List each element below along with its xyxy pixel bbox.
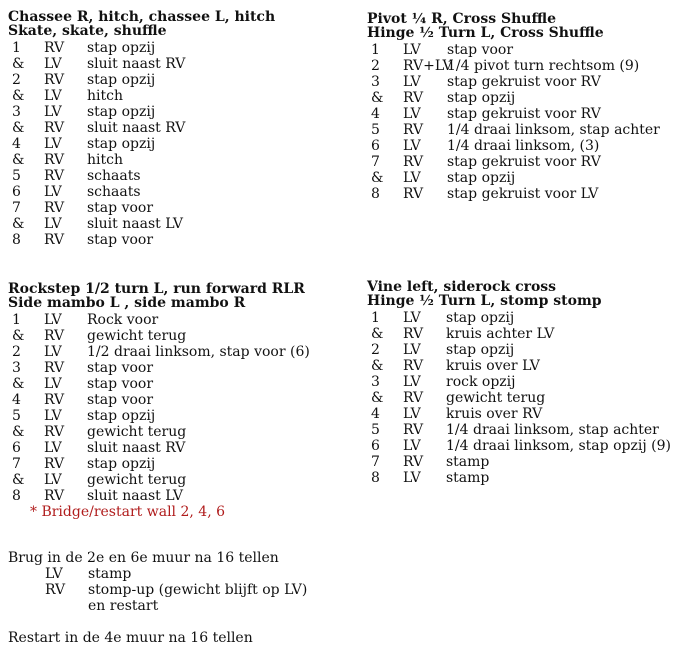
bridge-section [8,550,308,614]
step-count: 1 [12,312,21,328]
step-foot: RV [44,72,65,88]
step-foot: RV [44,392,65,408]
step-action: stamp [446,470,490,486]
step-action: schaats [87,184,141,200]
step-row [8,152,275,168]
step-action: stap opzij [87,456,156,472]
step-action: sluit naast RV [87,440,186,456]
step-row [367,454,602,470]
step-foot: LV [403,74,421,90]
step-row [367,438,671,454]
step-action: stap opzij [87,136,156,152]
step-count: & [12,56,25,72]
step-action: 1/4 pivot turn rechtsom (9) [447,58,640,74]
step-count: 6 [12,440,21,456]
step-action: stap opzij [446,342,515,358]
step-foot: LV [44,344,62,360]
step-foot: LV [44,408,62,424]
step-action: hitch [87,152,123,168]
step-count: 5 [12,408,21,424]
step-row [367,470,602,486]
step-count: & [12,328,25,344]
step-row [367,90,604,106]
step-action: stap opzij [87,104,156,120]
step-foot: LV [403,310,421,326]
step-row [8,456,305,472]
step-row [8,472,305,488]
step-row [8,408,305,424]
step-foot: LV [403,470,421,486]
section-pivot-hinge [367,11,660,202]
step-foot: LV [44,56,62,72]
step-foot: RV [45,582,66,598]
step-action: stap gekruist voor RV [447,106,601,122]
restart-note: Restart in de 4e muur na 16 tellen [8,630,253,646]
step-action: gewicht terug [87,424,187,440]
step-count: 2 [371,58,380,74]
step-foot: RV [403,422,424,438]
step-action: 1/2 draai linksom, stap voor (6) [87,344,310,360]
step-action: stap opzij [87,72,156,88]
step-count: & [12,152,25,168]
step-foot: RV [44,328,65,344]
step-count: 3 [371,374,380,390]
step-count: 7 [12,456,21,472]
step-foot: LV [403,42,421,58]
step-row [367,358,602,374]
bridge-note: * Bridge/restart wall 2, 4, 6 [30,504,225,520]
step-count: 5 [12,168,21,184]
step-action: stap opzij [446,310,515,326]
step-count: 7 [12,200,21,216]
step-row [8,216,275,232]
step-row [8,312,305,328]
step-action: stap voor [87,232,154,248]
step-row [367,390,602,406]
step-foot: LV [44,104,62,120]
step-action: 1/4 draai linksom, stap achter [446,422,659,438]
step-count: 2 [12,72,21,88]
step-foot: LV [44,440,62,456]
step-count: & [371,170,384,186]
step-action: stap voor [87,392,154,408]
step-count: 6 [12,184,21,200]
step-row [367,342,602,358]
step-foot: LV [44,376,62,392]
step-foot: LV [44,136,62,152]
step-count: 7 [371,454,380,470]
step-row [367,310,602,326]
step-list [367,42,660,202]
step-row [8,376,305,392]
step-count: 4 [371,106,380,122]
step-foot: LV [403,106,421,122]
step-row [8,344,310,360]
step-count: 1 [12,40,21,56]
step-list [8,40,275,248]
step-row [367,138,604,154]
step-row [367,74,604,90]
step-row [8,168,275,184]
step-foot: LV [403,406,421,422]
step-action: stap opzij [87,40,156,56]
step-count: & [12,424,25,440]
step-action: stap gekruist voor RV [447,74,601,90]
step-count: & [371,90,384,106]
step-action: sluit naast LV [87,216,183,232]
step-row [8,440,305,456]
step-row [367,406,602,422]
step-count: 6 [371,138,380,154]
step-action: gewicht terug [446,390,546,406]
step-action: stap opzij [447,170,516,186]
step-row [8,120,275,136]
step-count: 8 [12,488,21,504]
section-rockstep-mambo [8,281,310,520]
step-row [8,392,305,408]
step-count: 5 [371,422,380,438]
step-action: 1/4 draai linksom, (3) [447,138,600,154]
step-count: 8 [371,186,380,202]
step-foot: RV [403,390,424,406]
step-row [8,88,275,104]
step-foot: LV [45,566,63,582]
step-foot: LV [403,342,421,358]
step-count: & [371,358,384,374]
step-action: sluit naast RV [87,56,186,72]
step-action: gewicht terug [87,328,187,344]
section-chassee-skate [8,10,275,248]
step-action: stap gekruist voor LV [447,186,599,202]
step-count: 1 [371,310,380,326]
step-count: & [12,120,25,136]
step-count: & [12,472,25,488]
step-count: & [12,88,25,104]
step-row [367,170,604,186]
step-row [367,106,604,122]
section-title: Pivot ¼ R, Cross Shuffle [367,11,557,27]
section-subtitle: Side mambo L , side mambo R [8,295,246,311]
step-foot: RV [403,186,424,202]
bridge-row [8,566,279,582]
step-foot: RV [44,120,65,136]
step-foot: LV [44,184,62,200]
step-action: kruis achter LV [446,326,555,342]
step-row [8,40,275,56]
step-action: 1/4 draai linksom, stap achter [447,122,660,138]
step-count: 6 [371,438,380,454]
step-count: 3 [371,74,380,90]
step-row [8,200,275,216]
step-foot: LV [44,472,62,488]
step-list [367,310,671,486]
step-action: en restart [88,598,159,614]
step-foot: RV [44,200,65,216]
step-foot: RV [44,424,65,440]
step-action: stap opzij [447,90,516,106]
step-action: rock opzij [446,374,516,390]
bridge-row [8,598,279,614]
step-action: 1/4 draai linksom, stap opzij (9) [446,438,671,454]
step-action: kruis over RV [446,406,543,422]
step-foot: RV [403,454,424,470]
step-list [8,312,310,504]
bridge-heading: Brug in de 2e en 6e muur na 16 tellen [8,550,279,566]
step-action: sluit naast RV [87,120,186,136]
step-action: kruis over LV [446,358,540,374]
step-count: & [371,390,384,406]
step-foot: LV [44,312,62,328]
step-row [8,232,275,248]
step-row [367,326,602,342]
step-foot: LV [44,216,62,232]
step-count: 2 [12,344,21,360]
section-subtitle: Skate, skate, shuffle [8,23,167,39]
step-row [367,122,660,138]
step-action: stap voor [447,42,514,58]
step-count: 4 [12,136,21,152]
step-foot: RV [403,122,424,138]
step-foot: RV [44,152,65,168]
step-count: 5 [371,122,380,138]
step-foot: LV [403,138,421,154]
step-count: 8 [12,232,21,248]
step-action: gewicht terug [87,472,187,488]
step-count: 4 [12,392,21,408]
step-foot: LV [403,374,421,390]
step-row [367,58,640,74]
step-count: 3 [12,104,21,120]
step-action: Rock voor [87,312,159,328]
section-subtitle: Hinge ½ Turn L, stomp stomp [367,293,602,309]
step-row [8,72,275,88]
step-foot: RV [44,168,65,184]
step-row [8,56,275,72]
step-count: & [12,216,25,232]
step-row [367,374,602,390]
step-count: 2 [371,342,380,358]
step-row [8,360,305,376]
section-subtitle: Hinge ½ Turn L, Cross Shuffle [367,25,604,41]
step-row [367,154,604,170]
step-row [8,424,305,440]
step-count: 1 [371,42,380,58]
step-action: stap gekruist voor RV [447,154,601,170]
step-action: stap voor [87,200,154,216]
step-foot: LV [403,170,421,186]
step-row [367,186,604,202]
step-foot: RV [403,90,424,106]
step-action: stomp-up (gewicht blijft op LV) [88,582,308,598]
section-title: Vine left, siderock cross [367,279,557,295]
step-row [8,136,275,152]
step-row [8,184,275,200]
section-title: Chassee R, hitch, chassee L, hitch [8,9,276,25]
step-count: 4 [371,406,380,422]
step-action: sluit naast LV [87,488,183,504]
step-action: stap voor [87,360,154,376]
step-foot: RV [44,488,65,504]
step-foot: RV [44,456,65,472]
step-foot: LV [44,88,62,104]
step-count: 3 [12,360,21,376]
step-foot: RV [44,360,65,376]
step-action: schaats [87,168,141,184]
step-count: 8 [371,470,380,486]
step-foot: RV [403,358,424,374]
step-action: stap voor [87,376,154,392]
step-action: stamp [88,566,132,582]
step-action: stamp [446,454,490,470]
step-row [367,422,659,438]
bridge-steps [8,566,308,614]
step-count: & [371,326,384,342]
step-row [367,42,604,58]
step-action: stap opzij [87,408,156,424]
step-count: 7 [371,154,380,170]
bridge-row [8,582,308,598]
step-foot: RV [44,232,65,248]
step-row [8,488,305,504]
step-foot: LV [403,438,421,454]
step-foot: RV [44,40,65,56]
step-count: & [12,376,25,392]
step-row [8,104,275,120]
section-vine-hinge [367,279,671,486]
section-title: Rockstep 1/2 turn L, run forward RLR [8,281,305,297]
step-foot: RV+LV [403,58,453,74]
step-action: hitch [87,88,123,104]
step-row [8,328,305,344]
step-foot: RV [403,326,424,342]
step-foot: RV [403,154,424,170]
